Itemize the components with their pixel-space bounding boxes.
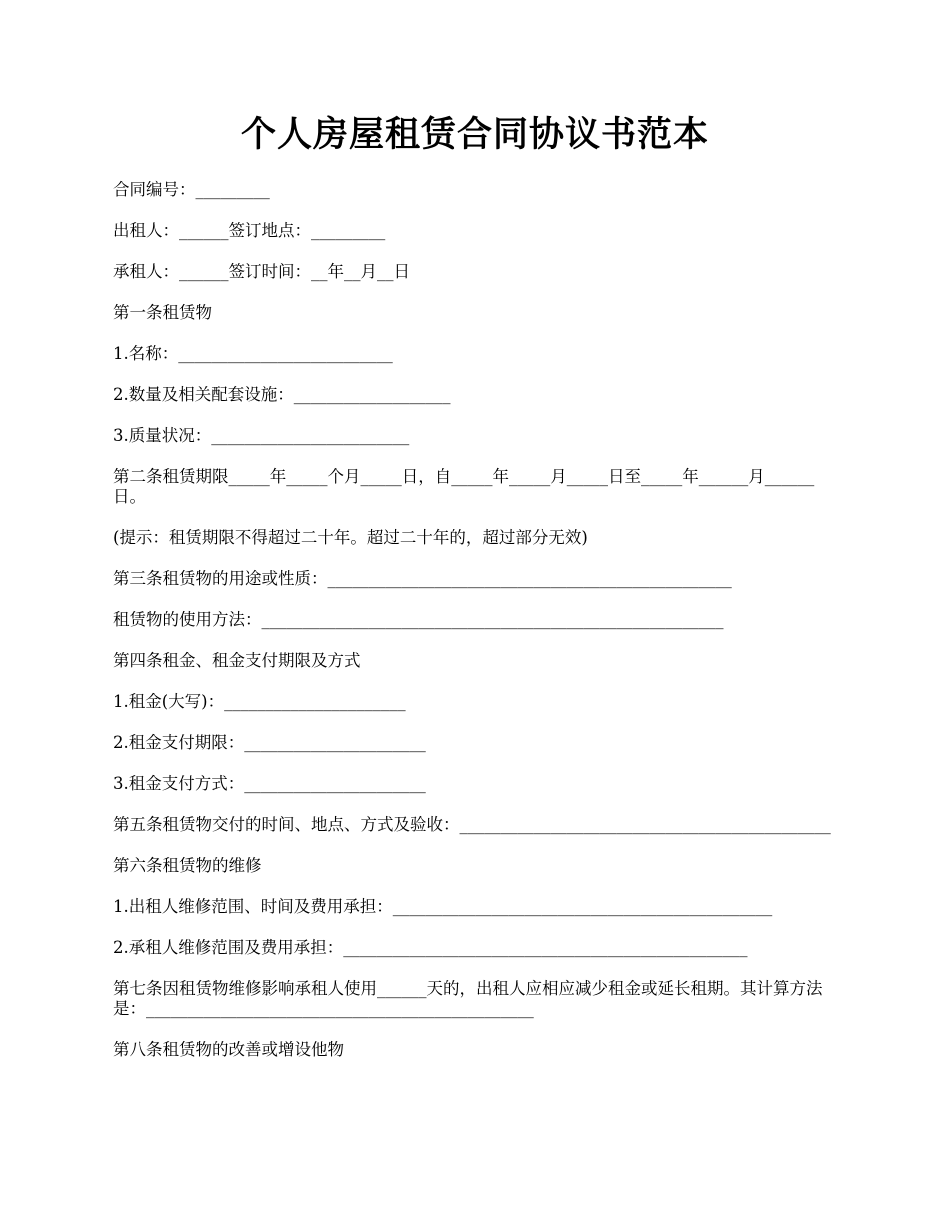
document-title: 个人房屋租赁合同协议书范本 xyxy=(240,114,709,155)
item-name-line: 1.名称：__________________________ xyxy=(113,344,393,363)
term-note-line: (提示：租赁期限不得超过二十年。超过二十年的，超过部分无效) xyxy=(113,528,588,547)
rent-method-line: 3.租金支付方式：______________________ xyxy=(113,774,426,793)
lessee-line: 承租人：______签订时间：__年__月__日 xyxy=(113,262,410,281)
article-2-term-line: 第二条租赁期限_____年_____个月_____日，自_____年_____月_____日至_____年______月______日。 xyxy=(113,467,815,506)
article-4-heading: 第四条租金、租金支付期限及方式 xyxy=(113,651,361,670)
article-8-heading: 第八条租赁物的改善或增设他物 xyxy=(113,1040,344,1059)
rent-period-line: 2.租金支付期限：______________________ xyxy=(113,733,426,752)
article-5-delivery-line: 第五条租赁物交付的时间、地点、方式及验收：_____________________________________________ xyxy=(113,815,831,834)
article-6-heading: 第六条租赁物的维修 xyxy=(113,856,262,875)
lessor-repair-line: 1.出租人维修范围、时间及费用承担：______________________________________________ xyxy=(113,897,773,916)
lessee-repair-line: 2.承租人维修范围及费用承担：_________________________________________________ xyxy=(113,938,748,957)
contract-number-line: 合同编号：_________ xyxy=(113,180,270,199)
article-7-line: 第七条因租赁物维修影响承租人使用______天的，出租人应相应减少租金或延长租期。其计算方法是：_______________________________________________ xyxy=(113,979,823,1018)
article-1-heading: 第一条租赁物 xyxy=(113,303,212,322)
item-quality-line: 3.质量状况：________________________ xyxy=(113,426,410,445)
document-body xyxy=(113,180,841,1081)
lessor-line: 出租人：______签订地点：_________ xyxy=(113,221,386,240)
item-quantity-line: 2.数量及相关配套设施：___________________ xyxy=(113,385,451,404)
article-3-purpose-line: 第三条租赁物的用途或性质：_________________________________________________ xyxy=(113,569,732,588)
usage-method-line: 租赁物的使用方法：________________________________________________________ xyxy=(113,610,724,629)
rent-amount-line: 1.租金(大写)：______________________ xyxy=(113,692,406,711)
